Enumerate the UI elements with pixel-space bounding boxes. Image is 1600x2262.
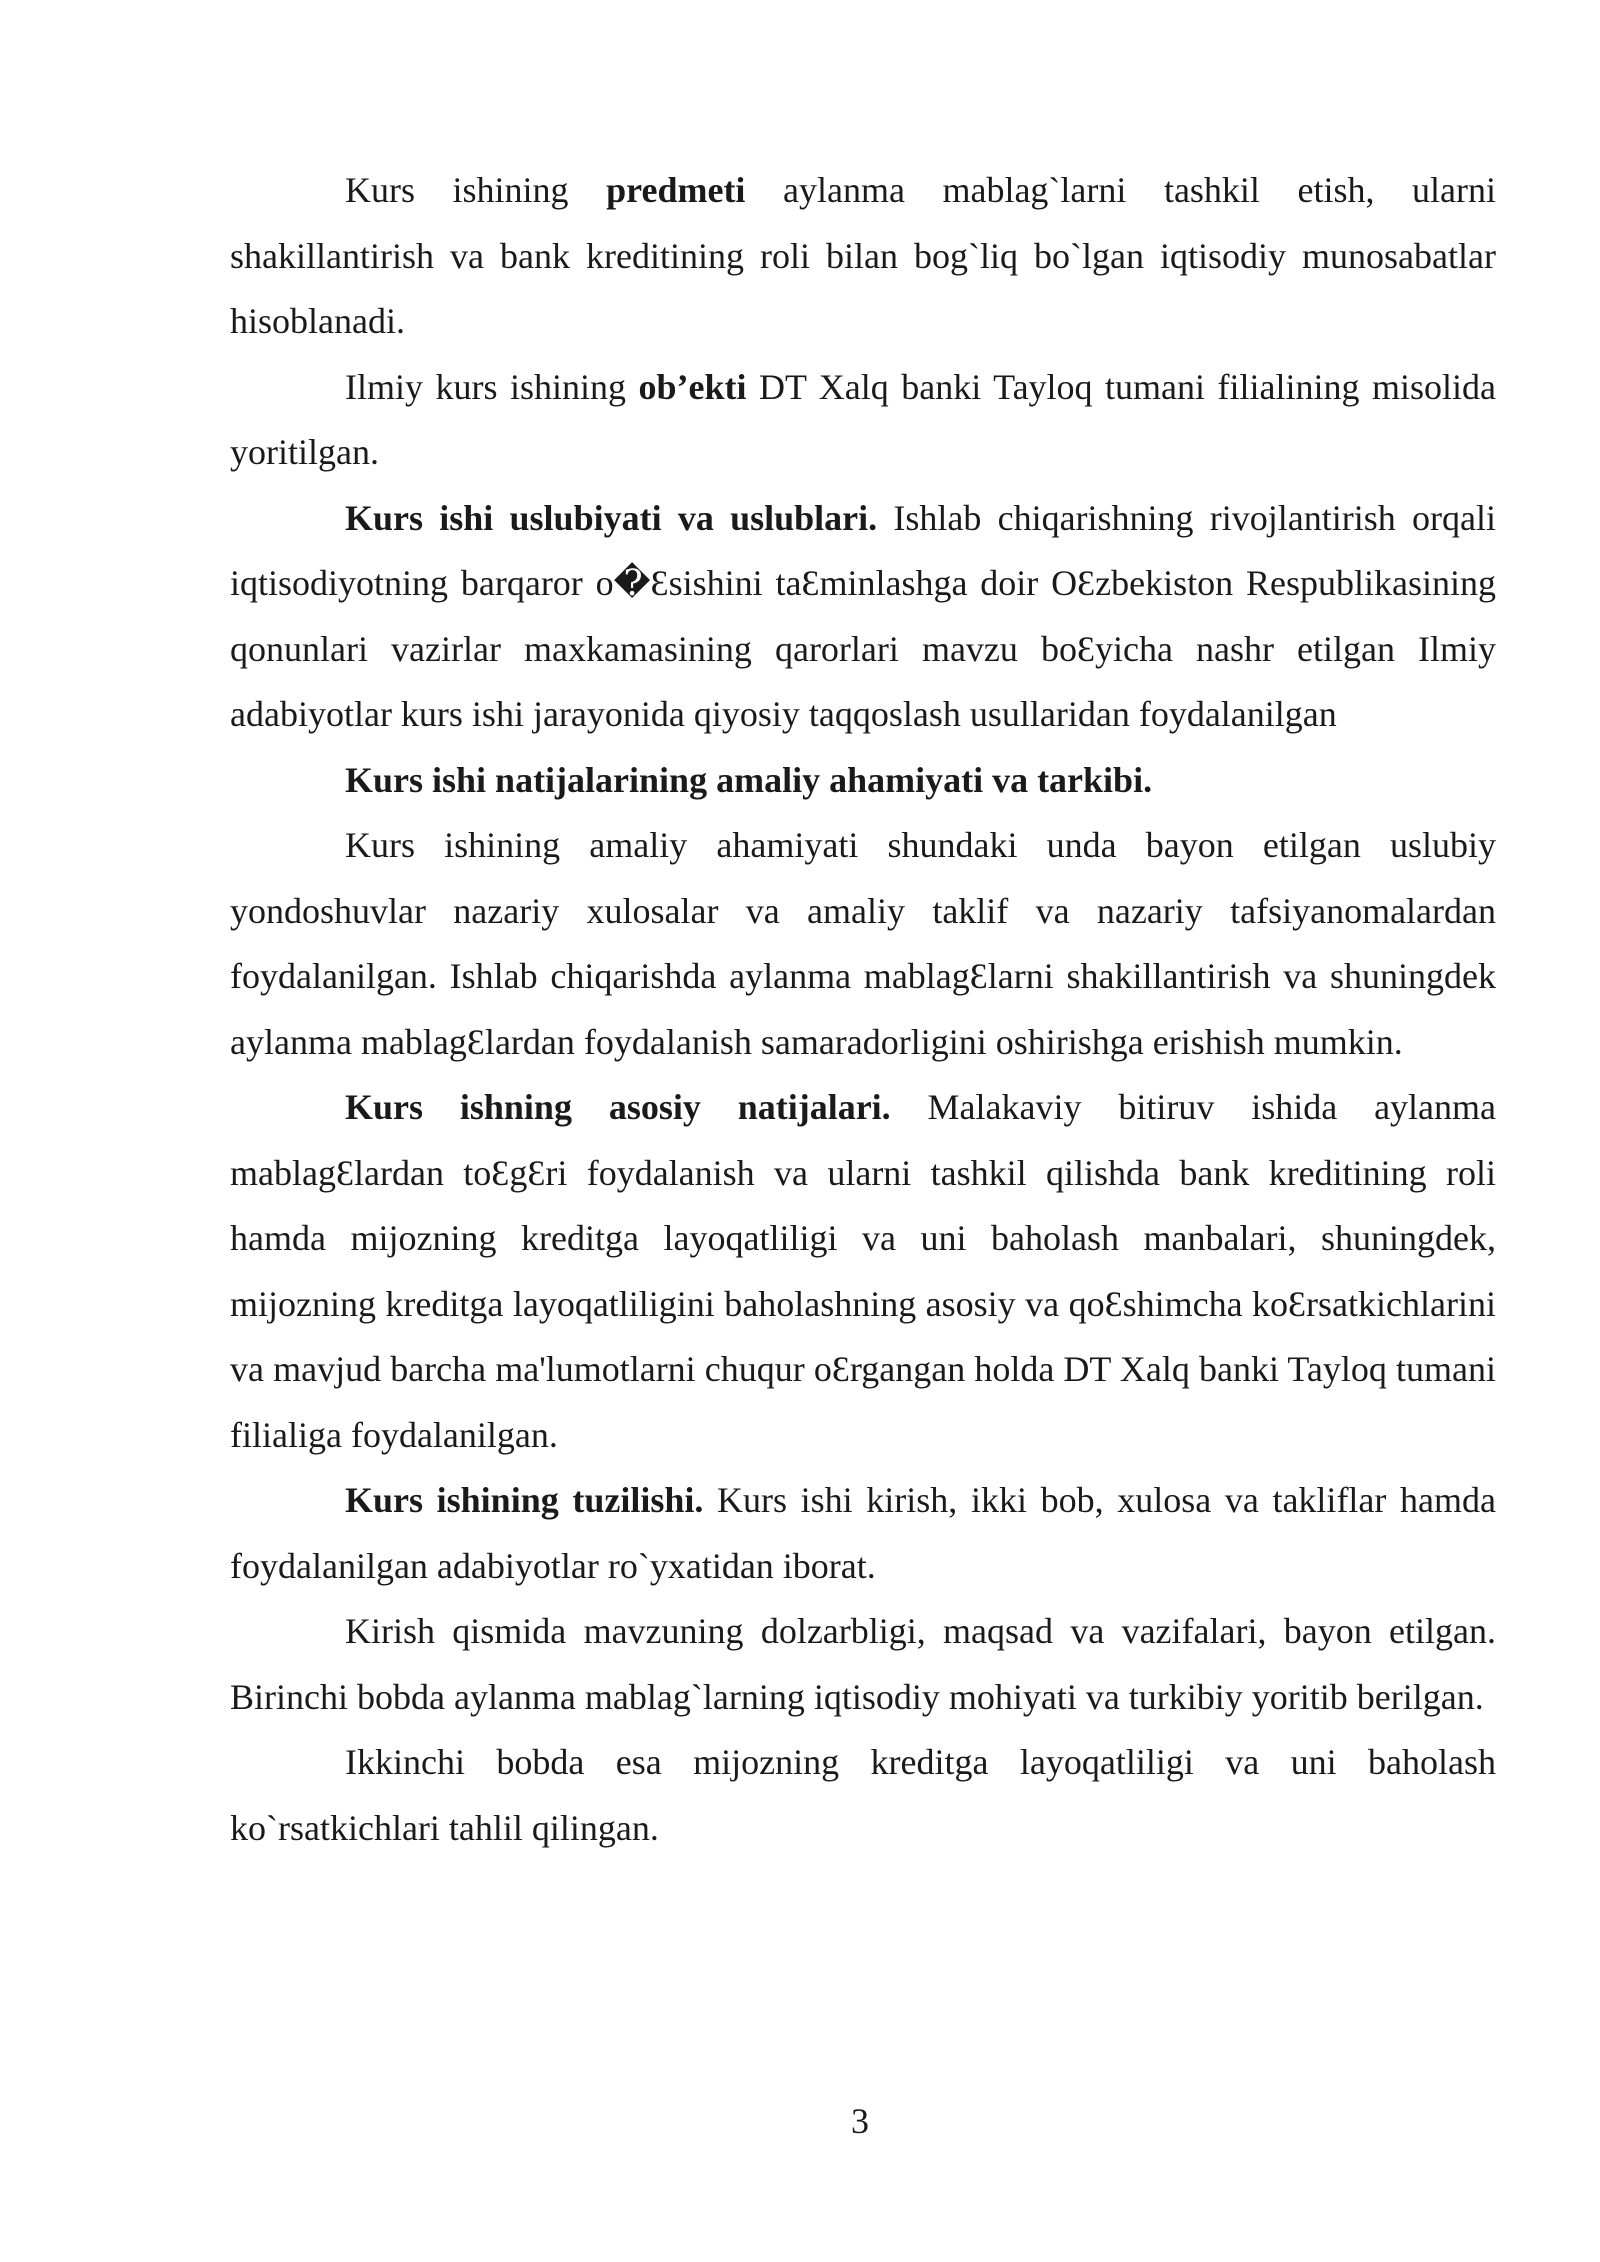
text-run: Kurs ishining amaliy ahamiyati shundaki unda bayon etilgan uslubiy yondoshuvlar nazariy xulosalar va amaliy taklif va nazariy tafsiyanomalardan foydalanilgan. Ishlab chiqarishda aylanma mablagƐlarni shakillantirish va shuningdek aylanma mablagƐlardan foydalanish samaradorligini oshirishga erishish mumkin. <box>230 825 1496 1062</box>
text-run: Ishlab chiqarishning rivojlantirish orqali iqtisodiyotning barqaror o�Ɛsishini taƐminlashga doir OƐzbekiston Respublikasining qonunlari vazirlar maxkamasining qarorlari mavzu boƐyicha nashr etilgan Ilmiy adabiyotlar kurs ishi jarayonida qiyosiy taqqoslash usullaridan foydalanilgan <box>230 497 1496 734</box>
paragraph-object <box>230 355 1496 486</box>
paragraph-practical <box>230 813 1496 1075</box>
paragraph-methodology <box>230 486 1496 748</box>
bold-heading-structure: Kurs ishining tuzilishi. <box>345 1480 704 1520</box>
bold-term-obekti: ob’ekti <box>638 366 747 407</box>
bold-heading-methodology: Kurs ishi uslubiyati va uslublari. <box>345 497 878 538</box>
paragraph-structure <box>230 1468 1496 1599</box>
bold-term-predmeti: predmeti <box>606 170 746 210</box>
text-run: Ikkinchi bobda esa mijozning kreditga layoqatliligi va uni baholash ko`rsatkichlari tahlil qilingan. <box>230 1742 1496 1848</box>
text-run: DT Xalq banki Tayloq tumani filialining misolida yoritilgan. <box>230 366 1496 472</box>
bold-heading-practical: Kurs ishi natijalarining amaliy ahamiyati va tarkibi. <box>345 759 1153 800</box>
text-run: Kirish qismida mavzuning dolzarbligi, maqsad va vazifalari, bayon etilgan. Birinchi bobda aylanma mablag`larning iqtisodiy mohiyati va turkibiy yoritib berilgan. <box>230 1611 1496 1717</box>
paragraph-practical-heading <box>230 748 1496 814</box>
text-run: Kurs ishi kirish, ikki bob, xulosa va takliflar hamda foydalanilgan adabiyotlar ro`yxatidan iborat. <box>230 1480 1496 1586</box>
page-number: 3 <box>851 2101 869 2141</box>
bold-heading-results: Kurs ishning asosiy natijalari. <box>345 1087 891 1127</box>
document-body <box>230 158 1496 1861</box>
text-run: Ilmiy kurs ishining <box>345 366 639 407</box>
paragraph-second-chapter <box>230 1730 1496 1861</box>
paragraph-subject <box>230 158 1496 355</box>
paragraph-results <box>230 1075 1496 1468</box>
paragraph-introduction <box>230 1599 1496 1730</box>
text-run: aylanma mablag`larni tashkil etish, ularni shakillantirish va bank kreditining roli bilan bog`liq bo`lgan iqtisodiy munosabatlar hisoblanadi. <box>230 170 1496 341</box>
text-run: Kurs ishining <box>345 170 607 210</box>
text-run: Malakaviy bitiruv ishida aylanma mablagƐlardan toƐgƐri foydalanish va ularni tashkil qilishda bank kreditining roli hamda mijozning kreditga layoqatliligi va uni baholash manbalari, shuningdek, mijozning kreditga layoqatliligini baholashning asosiy va qoƐshimcha koƐrsatkichlarini va mavjud barcha ma'lumotlarni chuqur oƐrgangan holda DT Xalq banki Tayloq tumani filialiga foydalanilgan. <box>230 1087 1497 1455</box>
